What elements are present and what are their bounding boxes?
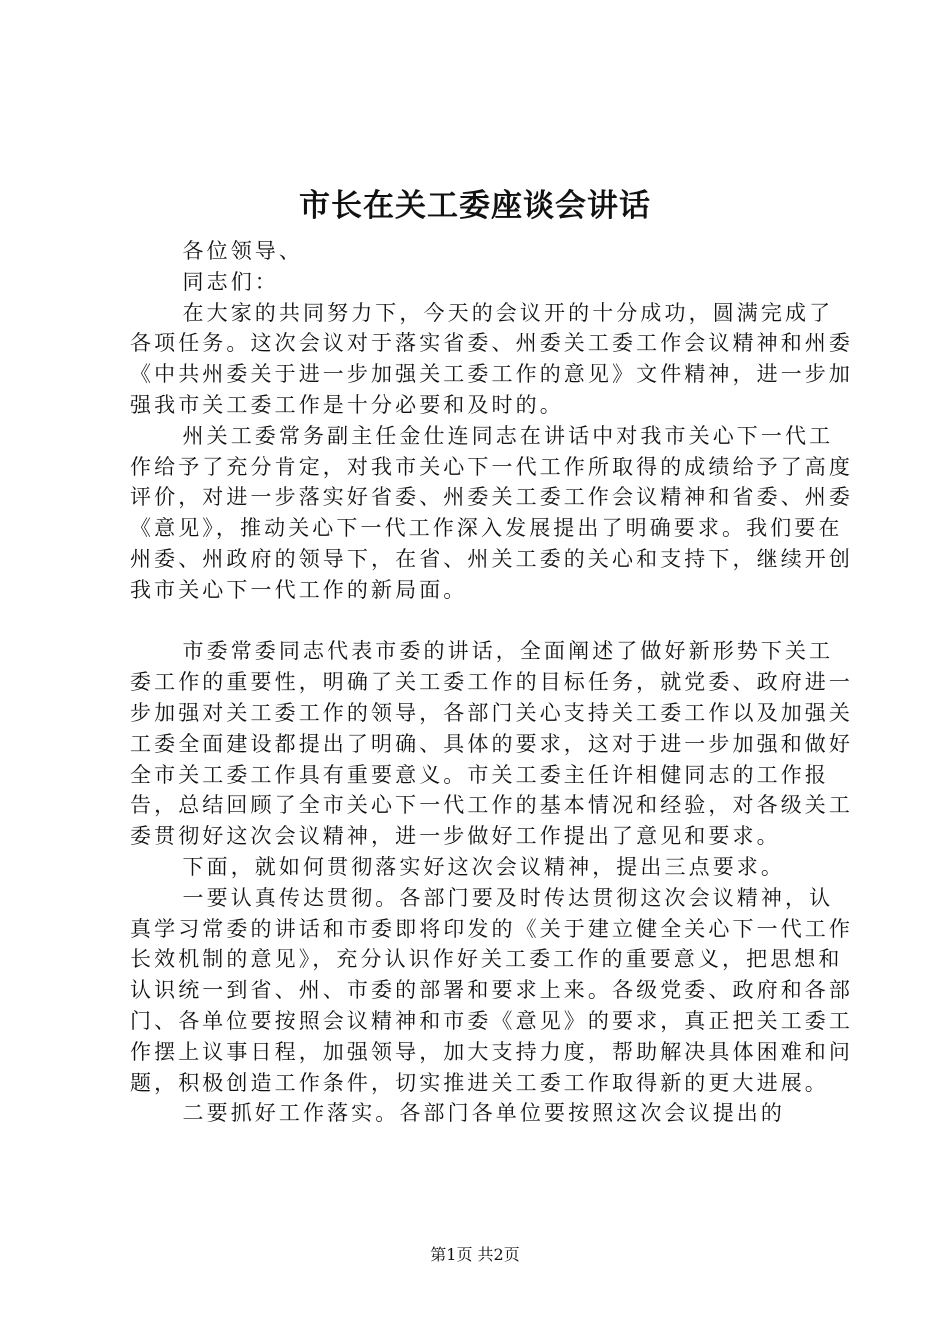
paragraph-three-requirements: 下面，就如何贯彻落实好这次会议精神，提出三点要求。 — [182, 854, 785, 879]
paragraph-requirement-two: 二要抓好工作落实。各部门各单位要按照这次会议提出的 — [182, 1101, 785, 1126]
paragraph-opening: 在大家的共同努力下，今天的会议开的十分成功，圆满完成了各项任务。这次会议对于落实省委、州委关工委工作会议精神和州委《中共州委关于进一步加强关工委工作的意见》文件精神，进一步加强我市关工委工作是十分必要和及时的。 — [130, 300, 853, 417]
page-number-footer: 第1页 共2页 — [430, 1245, 520, 1264]
paragraph-city-committee: 市委常委同志代表市委的讲话，全面阐述了做好新形势下关工委工作的重要性，明确了关工委工作的目标任务，就党委、政府进一步加强对关工委工作的领导，各部门关心支持关工委工作以及加强关工委全面建设都提出了明确、具体的要求，这对于进一步加强和做好全市关工委工作具有重要意义。市关工委主任许相健同志的工作报告，总结回顾了全市关心下一代工作的基本情况和经验，对各级关工委贯彻好这次会议精神，进一步做好工作提出了意见和要求。 — [130, 639, 853, 849]
paragraph-state-committee: 州关工委常务副主任金仕连同志在讲话中对我市关心下一代工作给予了充分肯定，对我市关心下一代工作所取得的成绩给予了高度评价，对进一步落实好省委、州委关工委工作会议精神和省委、州委《意见》，推动关心下一代工作深入发展提出了明确要求。我们要在州委、州政府的领导下，在省、州关工委的关心和支持下，继续开创我市关心下一代工作的新局面。 — [130, 423, 853, 602]
salutation-comrades: 同志们： — [182, 269, 279, 294]
salutation-leaders: 各位领导、 — [182, 239, 303, 263]
document-title: 市长在关工委座谈会讲话 — [299, 188, 651, 224]
paragraph-gap — [130, 606, 854, 637]
document-body — [130, 236, 854, 1129]
paragraph-requirement-one: 一要认真传达贯彻。各部门要及时传达贯彻这次会议精神，认真学习常委的讲话和市委即将印发的《关于建立健全关心下一代工作长效机制的意见》，充分认识作好关工委工作的重要意义，把思想和认识统一到省、州、市委的部署和要求上来。各级党委、政府和各部门、各单位要按照会议精神和市委《意见》的要求，真正把关工委工作摆上议事日程，加强领导，加大支持力度，帮助解决具体困难和问题，积极创造工作条件，切实推进关工委工作取得新的更大进展。 — [130, 885, 853, 1095]
